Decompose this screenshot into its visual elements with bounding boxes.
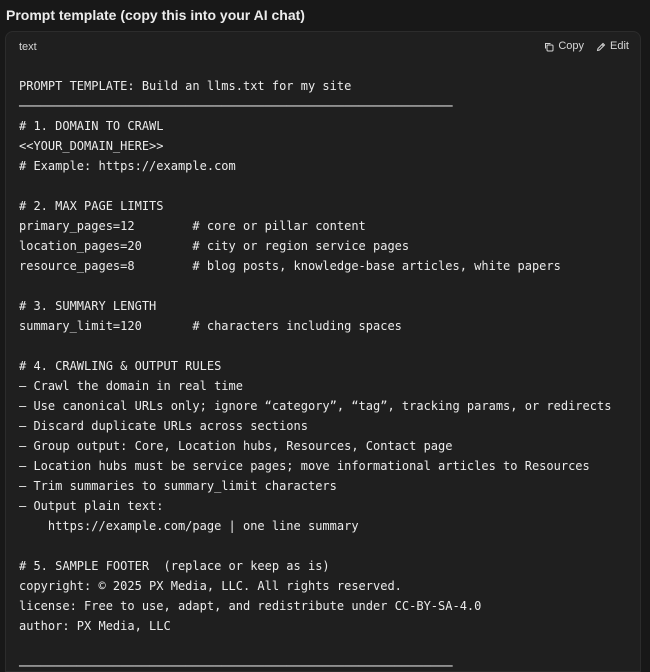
code-line	[19, 536, 611, 556]
code-line: PROMPT TEMPLATE: Build an llms.txt for my site	[19, 79, 352, 93]
copy-icon	[544, 42, 554, 52]
code-line: # 3. SUMMARY LENGTH	[19, 299, 157, 313]
code-line	[19, 176, 611, 196]
code-line: — Output plain text:	[19, 499, 164, 513]
section-heading: Prompt template (copy this into your AI chat)	[6, 7, 305, 23]
code-line: # 4. CRAWLING & OUTPUT RULES	[19, 359, 222, 373]
code-line: # 2. MAX PAGE LIMITS	[19, 199, 164, 213]
code-line: primary_pages=12 # core or pillar content	[19, 219, 366, 233]
code-line	[19, 636, 611, 656]
code-line: — Trim summaries to summary_limit characters	[19, 479, 337, 493]
code-line: license: Free to use, adapt, and redistribute under CC-BY-SA-4.0	[19, 599, 482, 613]
edit-button[interactable]	[596, 40, 629, 53]
code-content	[19, 76, 611, 672]
code-line: copyright: © 2025 PX Media, LLC. All rights reserved.	[19, 579, 402, 593]
edit-label: Edit	[610, 40, 629, 52]
code-line: # Example: https://example.com	[19, 159, 236, 173]
code-line: — Crawl the domain in real time	[19, 379, 243, 393]
code-line: <<YOUR_DOMAIN_HERE>>	[19, 139, 164, 153]
code-line: # 5. SAMPLE FOOTER (replace or keep as is)	[19, 559, 330, 573]
pencil-icon	[596, 42, 606, 52]
code-line	[19, 336, 611, 356]
code-line: ────────────────────────────────────────────────────────────	[19, 659, 453, 672]
code-line: author: PX Media, LLC	[19, 619, 171, 633]
code-line: summary_limit=120 # characters including spaces	[19, 319, 402, 333]
code-line: — Use canonical URLs only; ignore “category”, “tag”, tracking params, or redirects	[19, 399, 612, 413]
code-line: — Discard duplicate URLs across sections	[19, 419, 308, 433]
copy-label: Copy	[558, 40, 585, 52]
code-line: — Group output: Core, Location hubs, Resources, Contact page	[19, 439, 453, 453]
code-block	[5, 31, 641, 672]
code-line: https://example.com/page | one line summary	[19, 519, 359, 533]
code-block-header	[6, 32, 640, 62]
code-actions	[544, 40, 629, 53]
code-line: # 1. DOMAIN TO CRAWL	[19, 119, 164, 133]
copy-button[interactable]	[544, 40, 584, 53]
code-line: — Location hubs must be service pages; move informational articles to Resources	[19, 459, 590, 473]
code-line: resource_pages=8 # blog posts, knowledge-base articles, white papers	[19, 259, 561, 273]
code-language-label: text	[19, 41, 37, 53]
code-line: ────────────────────────────────────────────────────────────	[19, 99, 453, 113]
code-line: location_pages=20 # city or region service pages	[19, 239, 410, 253]
code-line	[19, 276, 611, 296]
